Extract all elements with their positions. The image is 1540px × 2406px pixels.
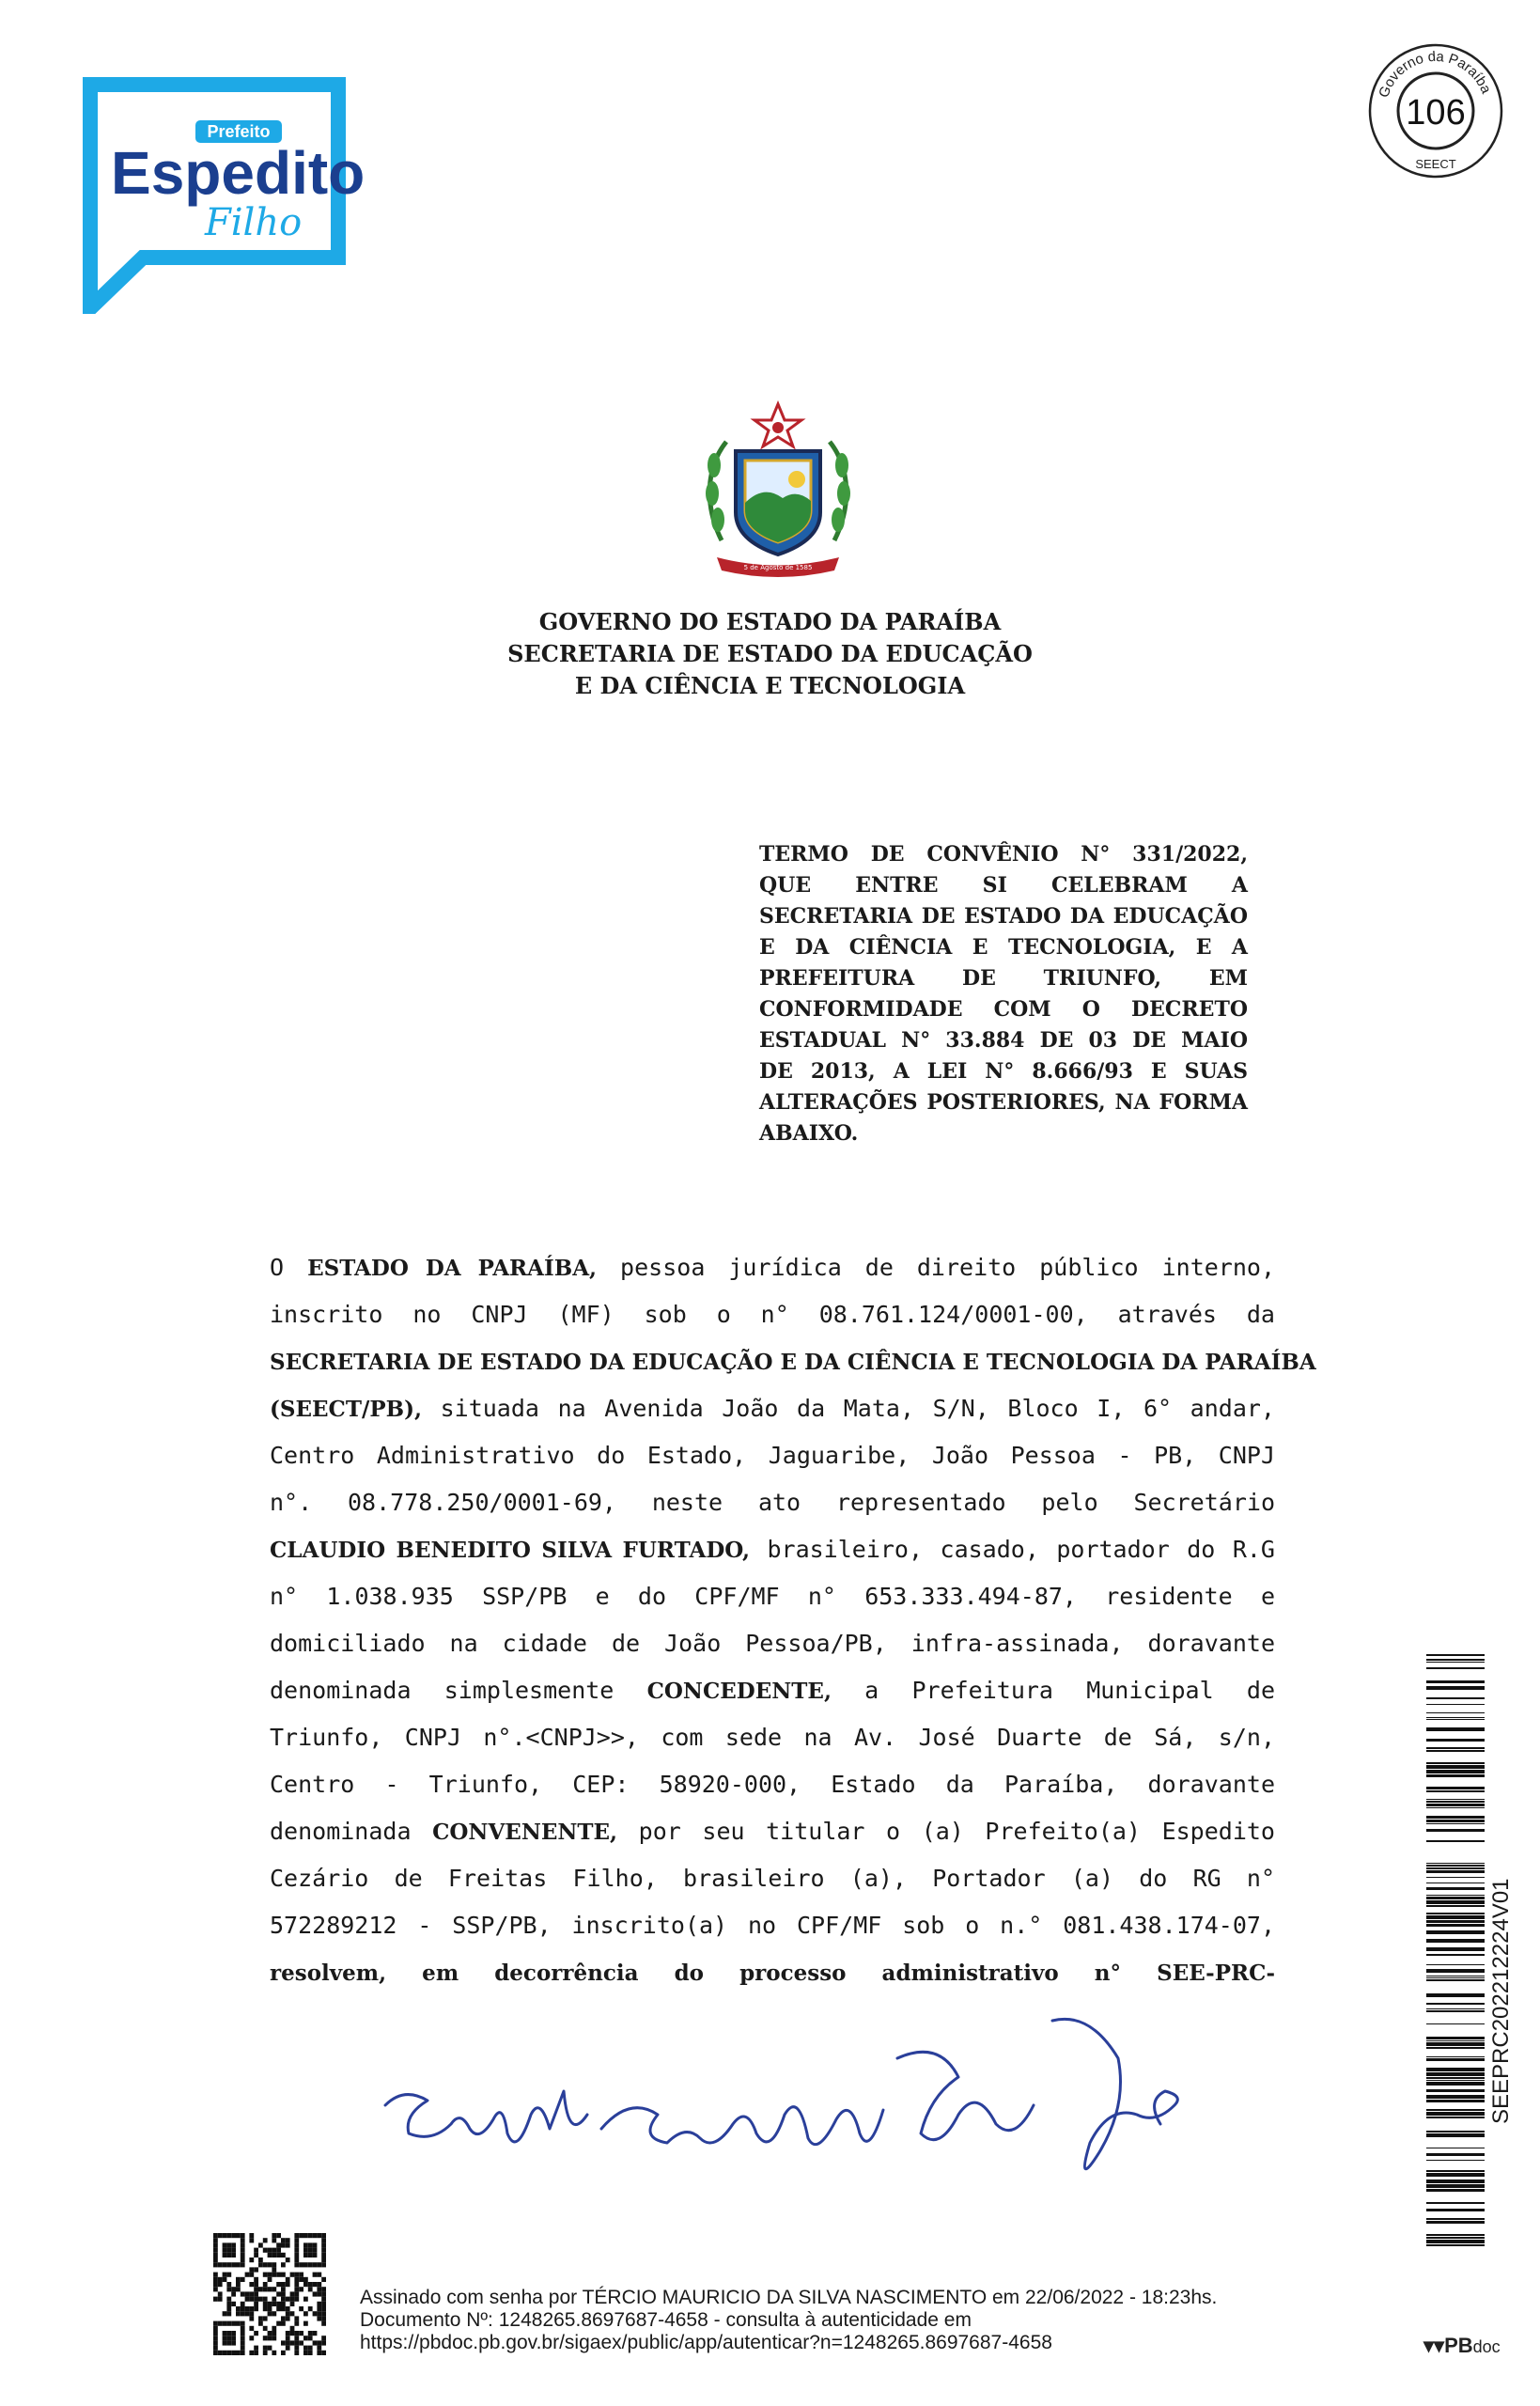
logo-name-text: Espedito [111,139,366,207]
signature-footer [360,2287,1217,2354]
prefeito-espedito-filho-logo [83,73,421,314]
body-line: inscrito no CNPJ (MF) sob o n° 08.761.124/0001-00, através da [270,1301,1275,1328]
term-line: ESTADUAL N° 33.884 DE 03 DE MAIO [759,1028,1248,1053]
barcode-text: SEEPRC202212224V01 [1488,1878,1514,2124]
qr-code [213,2233,326,2355]
term-line: QUE ENTRE SI CELEBRAM A [759,873,1248,898]
body-line: n° 1.038.935 SSP/PB e do CPF/MF n° 653.333.494-87, residente e [270,1583,1275,1610]
header-line-2: SECRETARIA DE ESTADO DA EDUCAÇÃO [507,640,1033,667]
term-line: ALTERAÇÕES POSTERIORES, NA FORMA [759,1090,1248,1115]
term-line: CONFORMIDADE COM O DECRETO [759,997,1248,1022]
stamp-ring-text: Governo da Paraíba [1376,48,1495,101]
body-line: Centro Administrativo do Estado, Jaguaribe, João Pessoa - PB, CNPJ [270,1442,1275,1469]
body-line: (SEECT/PB), situada na Avenida João da Mata, S/N, Bloco I, 6° andar, [270,1395,1275,1422]
term-line: PREFEITURA DE TRIUNFO, EM [759,966,1248,991]
term-line: SECRETARIA DE ESTADO DA EDUCAÇÃO [759,904,1248,929]
logo-script-text: Filho [205,201,303,244]
body-line: Cezário de Freitas Filho, brasileiro (a), Portador (a) do RG n° [270,1865,1275,1892]
footer-authentication-url: https://pbdoc.pb.gov.br/sigaex/public/app/autenticar?n=1248265.8697687-4658 [360,2332,1052,2353]
body-line: Triunfo, CNPJ n°.<CNPJ>>, com sede na Av. José Duarte de Sá, s/n, [270,1724,1275,1751]
page-number-stamp [1365,40,1506,181]
body-line: domiciliado na cidade de João Pessoa/PB, infra-assinada, doravante [270,1630,1275,1657]
handwritten-signatures [376,2002,1203,2218]
body-line: SECRETARIA DE ESTADO DA EDUCAÇÃO E DA CIÊNCIA E TECNOLOGIA DA PARAÍBA [270,1350,1316,1375]
logo-small-text: Prefeito [207,122,271,141]
footer-document-number: Documento Nº: 1248265.8697687-4658 - consulta à autenticidade em [360,2309,972,2331]
body-line: n°. 08.778.250/0001-69, neste ato representado pelo Secretário [270,1489,1275,1516]
term-line: DE 2013, A LEI N° 8.666/93 E SUAS [759,1059,1248,1084]
document-barcode [1426,1654,1485,2256]
body-line: denominada simplesmente CONCEDENTE, a Prefeitura Municipal de [270,1677,1275,1704]
header-line-3: E DA CIÊNCIA E TECNOLOGIA [574,672,966,699]
header-line-1: GOVERNO DO ESTADO DA PARAÍBA [538,608,1002,635]
agreement-term-block [759,839,1248,1149]
stamp-bottom-text: SEECT [1415,157,1456,171]
body-line: CLAUDIO BENEDITO SILVA FURTADO, brasileiro, casado, portador do R.G [270,1536,1275,1563]
body-line: denominada CONVENENTE, por seu titular o (a) Prefeito(a) Espedito [270,1818,1275,1845]
term-line: E DA CIÊNCIA E TECNOLOGIA, E A [759,935,1248,960]
svg-text:5 de Agosto de 1585: 5 de Agosto de 1585 [743,564,813,571]
body-line: O ESTADO DA PARAÍBA, pessoa jurídica de direito público interno, [270,1254,1275,1281]
document-header [0,606,1540,702]
body-line: 572289212 - SSP/PB, inscrito(a) no CPF/MF sob o n.° 081.438.174-07, [270,1912,1275,1939]
pbdoc-logo: ▾▾PBdoc [1423,2334,1501,2357]
footer-signed-by: Assinado com senha por TÉRCIO MAURICIO DA SILVA NASCIMENTO em 22/06/2022 - 18:23hs. [360,2287,1218,2308]
term-line: ABAIXO. [759,1121,859,1146]
agreement-body-paragraph [270,1244,1316,1996]
term-line: TERMO DE CONVÊNIO N° 331/2022, [759,842,1248,867]
paraiba-coat-of-arms [693,399,863,587]
stamp-number: 106 [1406,93,1466,133]
body-line: Centro - Triunfo, CEP: 58920-000, Estado da Paraíba, doravante [270,1771,1275,1798]
body-line: resolvem, em decorrência do processo administrativo n° SEE-PRC- [270,1961,1275,1986]
